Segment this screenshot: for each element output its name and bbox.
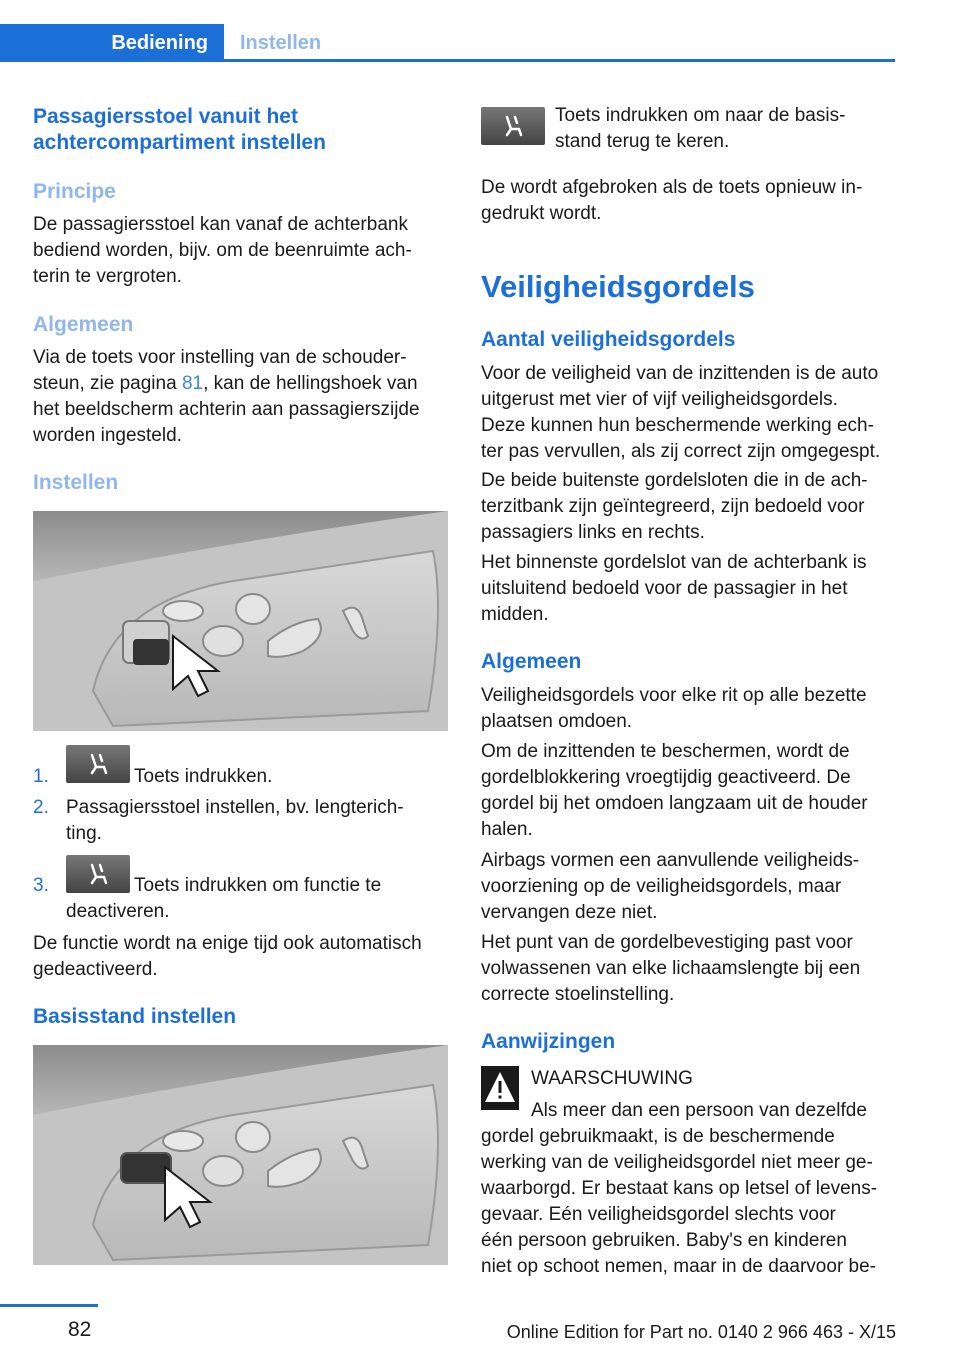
aantal-line: Voor de veiligheid van de inzittenden is de auto: [481, 363, 879, 384]
section-title-line1: Passagiersstoel vanuit het: [33, 105, 298, 128]
step-number: 3.: [33, 875, 49, 896]
warning-line: niet op schoot nemen, maar in de daarvoor be-: [481, 1256, 877, 1277]
header-tabbar: [0, 24, 895, 62]
abort-line: De wordt afgebroken als de toets opnieuw in-: [481, 177, 863, 198]
algemeen-line2-post: , kan de hellingshoek van: [203, 373, 418, 394]
aantal-line: uitgerust met vier of vijf veiligheidsgordels.: [481, 389, 838, 410]
alg-line: halen.: [481, 819, 533, 840]
auto-line: gedeactiveerd.: [33, 959, 158, 980]
warning-title: WAARSCHUWING: [531, 1068, 693, 1089]
alg-line: vervangen deze niet.: [481, 902, 658, 923]
tab-bediening[interactable]: Bediening: [0, 24, 224, 62]
alg-line: correcte stoelinstelling.: [481, 984, 675, 1005]
seat-control-photo-2: [33, 1045, 448, 1265]
footer-rule: [0, 1304, 98, 1307]
heading-principe: Principe: [33, 180, 116, 203]
algemeen-line: Via de toets voor instelling van de schouder-: [33, 347, 407, 368]
buiten-line: De beide buitenste gordelsloten die in de ach-: [481, 470, 868, 491]
step-number: 1.: [33, 766, 49, 787]
principe-line: De passagiersstoel kan vanaf de achterbank: [33, 214, 408, 235]
alg-line: gordelblokkering vroegtijdig geactiveerd. De: [481, 767, 851, 788]
alg-line: Het punt van de gordelbevestiging past voor: [481, 932, 853, 953]
heading-aantal: Aantal veiligheidsgordels: [481, 328, 736, 351]
alg-line: plaatsen omdoen.: [481, 711, 633, 732]
heading-veiligheidsgordels: Veiligheidsgordels: [481, 269, 755, 304]
step-number: 2.: [33, 797, 49, 818]
step-text: Toets indrukken om functie te: [134, 875, 382, 896]
warning-line: waarborgd. Er bestaat kans op letsel of levens-: [481, 1178, 878, 1199]
heading-algemeen-left: Algemeen: [33, 313, 134, 336]
tab-instellen[interactable]: Instellen: [240, 31, 322, 54]
reset-button-icon: [481, 107, 545, 145]
heading-instellen: Instellen: [33, 471, 119, 494]
algemeen-line2-pre: steun, zie pagina: [33, 373, 182, 394]
heading-algemeen-right: Algemeen: [481, 650, 582, 673]
buiten-line: terzitbank zijn geïntegreerd, zijn bedoeld voor: [481, 496, 865, 517]
binnen-line: uitsluitend bedoeld voor de passagier in het: [481, 578, 848, 599]
principe-line: bediend worden, bijv. om de beenruimte ach-: [33, 240, 412, 261]
reset-line: Toets indrukken om naar de basis-: [555, 105, 846, 126]
warning-triangle-icon: [481, 1066, 519, 1115]
seat-control-photo-1: [33, 511, 448, 731]
step-text: Toets indrukken.: [134, 766, 273, 787]
aantal-line: ter pas vervullen, als zij correct zijn omgegespt.: [481, 441, 881, 462]
step-text: Passagiersstoel instellen, bv. lengterich-: [66, 797, 404, 818]
heading-aanwijzingen: Aanwijzingen: [481, 1030, 616, 1053]
alg-line: Airbags vormen een aanvullende veiligheids-: [481, 850, 860, 871]
buiten-line: passagiers links en rechts.: [481, 522, 705, 543]
algemeen-line: worden ingesteld.: [33, 425, 182, 446]
warning-line: Als meer dan een persoon van dezelfde: [531, 1100, 867, 1121]
auto-line: De functie wordt na enige tijd ook automatisch: [33, 933, 422, 954]
page-number: 82: [68, 1318, 92, 1341]
seat-button-icon-2: [66, 855, 130, 893]
warning-line: één persoon gebruiken. Baby's en kinderen: [481, 1230, 847, 1251]
warning-line: werking van de veiligheidsgordel niet meer ge-: [481, 1152, 873, 1173]
aantal-line: Deze kunnen hun beschermende werking ech-: [481, 415, 874, 436]
abort-line: gedrukt wordt.: [481, 203, 602, 224]
algemeen-line-with-link: [33, 371, 418, 397]
reset-line: stand terug te keren.: [555, 131, 730, 152]
warning-line: gevaar. Eén veiligheidsgordel slechts voor: [481, 1204, 836, 1225]
step-text: deactiveren.: [66, 901, 170, 922]
edition-note: Online Edition for Part no. 0140 2 966 463 - X/15: [506, 1322, 896, 1342]
alg-line: gordel bij het omdoen langzaam uit de houder: [481, 793, 868, 814]
alg-line: Om de inzittenden te beschermen, wordt de: [481, 741, 850, 762]
section-title-line2: achtercompartiment instellen: [33, 131, 326, 154]
alg-line: Veiligheidsgordels voor elke rit op alle bezette: [481, 685, 867, 706]
step-text: ting.: [66, 823, 102, 844]
heading-basisstand: Basisstand instellen: [33, 1005, 237, 1028]
principe-line: terin te vergroten.: [33, 266, 182, 287]
warning-line: gordel gebruikmaakt, is de beschermende: [481, 1126, 835, 1147]
alg-line: volwassenen van elke lichaamslengte bij een: [481, 958, 861, 979]
page-link-81[interactable]: 81: [181, 373, 204, 394]
binnen-line: midden.: [481, 604, 549, 625]
binnen-line: Het binnenste gordelslot van de achterbank is: [481, 552, 867, 573]
algemeen-line: het beeldscherm achterin aan passagierszijde: [33, 399, 420, 420]
alg-line: voorziening op de veiligheidsgordels, maar: [481, 876, 842, 897]
seat-button-icon-1: [66, 745, 130, 783]
